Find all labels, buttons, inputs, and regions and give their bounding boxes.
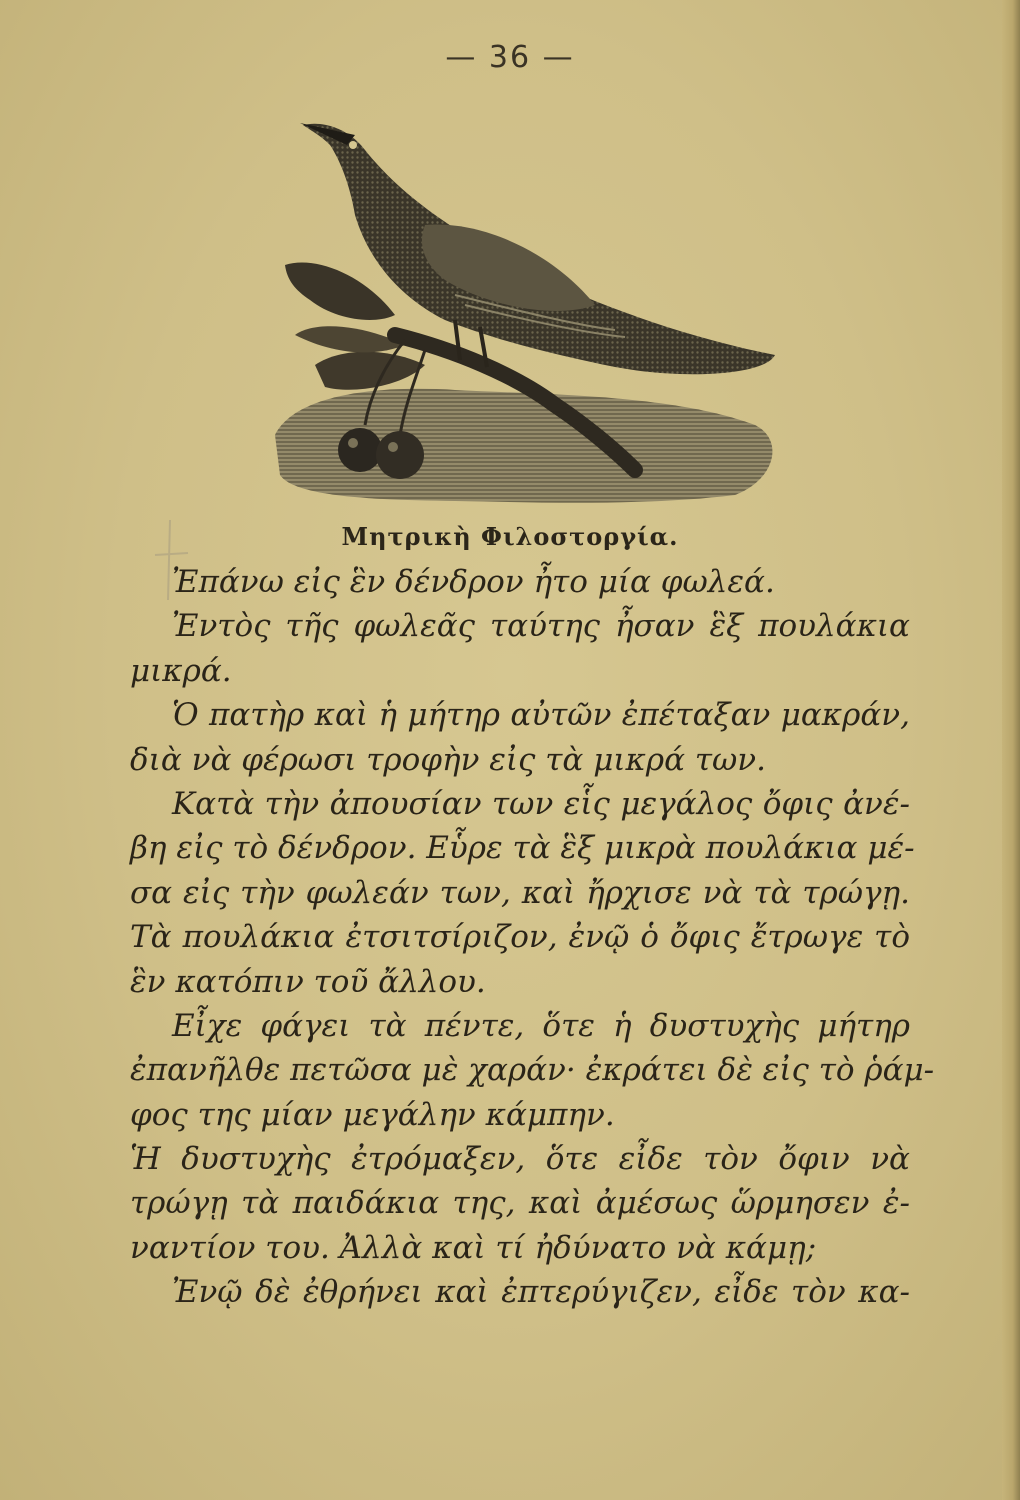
page-number: — 36 —	[445, 40, 575, 75]
text-line: Ἐπάνω εἰς ἓν δένδρον ἦτο μία φωλεά.	[172, 564, 775, 600]
page-edge	[1002, 0, 1020, 1500]
text-line: Ὁ πατὴρ καὶ ἡ μήτηρ αὐτῶν ἐπέταξαν μακράν,	[172, 697, 910, 734]
text-line: Τὰ πουλάκια ἐτσιτσίριζον, ἐνῷ ὁ ὄφις ἔτρωγε τὸ	[130, 919, 910, 956]
body-text	[130, 560, 935, 1315]
text-line: Εἶχε φάγει τὰ πέντε, ὅτε ἡ δυστυχὴς μήτηρ	[172, 1007, 910, 1044]
text-line: Ἡ δυστυχὴς ἐτρόμαξεν, ὅτε εἶδε τὸν ὄφιν νὰ	[130, 1141, 910, 1178]
text-line: διὰ νὰ φέρωσι τροφὴν εἰς τὰ μικρά των.	[130, 741, 766, 778]
text-line: ἓν κατόπιν τοῦ ἄλλου.	[130, 963, 486, 1000]
text-line: Ἐνῷ δὲ ἐθρήνει καὶ ἐπτερύγιζεν, εἶδε τὸν κα-	[172, 1274, 910, 1311]
bird-on-cherry-branch-illustration	[255, 105, 795, 505]
text-line: τρώγῃ τὰ παιδάκια της, καὶ ἀμέσως ὥρμησεν ἐ-	[130, 1185, 910, 1222]
text-line: φος της μίαν μεγάλην κάμπην.	[130, 1096, 615, 1133]
text-line: μικρά.	[130, 652, 232, 689]
text-line: βη εἰς τὸ δένδρον. Εὗρε τὰ ἓξ μικρὰ πουλάκια μέ-	[130, 830, 915, 867]
text-line: Ἐντὸς τῆς φωλεᾶς ταύτης ἦσαν ἓξ πουλάκια	[172, 608, 910, 645]
text-line: ἐπανῆλθε πετῶσα μὲ χαράν· ἐκράτει δὲ εἰς τὸ ῥάμ-	[130, 1052, 935, 1089]
text-line: Κατὰ τὴν ἀπουσίαν των εἷς μεγάλος ὄφις ἀνέ-	[172, 785, 910, 822]
text-line: σα εἰς τὴν φωλεάν των, καὶ ἤρχισε νὰ τὰ τρώγῃ.	[130, 874, 910, 911]
section-title: Μητρικὴ Φιλοστοργία.	[341, 522, 679, 551]
text-line: ναντίον του. Ἀλλὰ καὶ τί ἠδύνατο νὰ κάμῃ;	[130, 1229, 817, 1266]
